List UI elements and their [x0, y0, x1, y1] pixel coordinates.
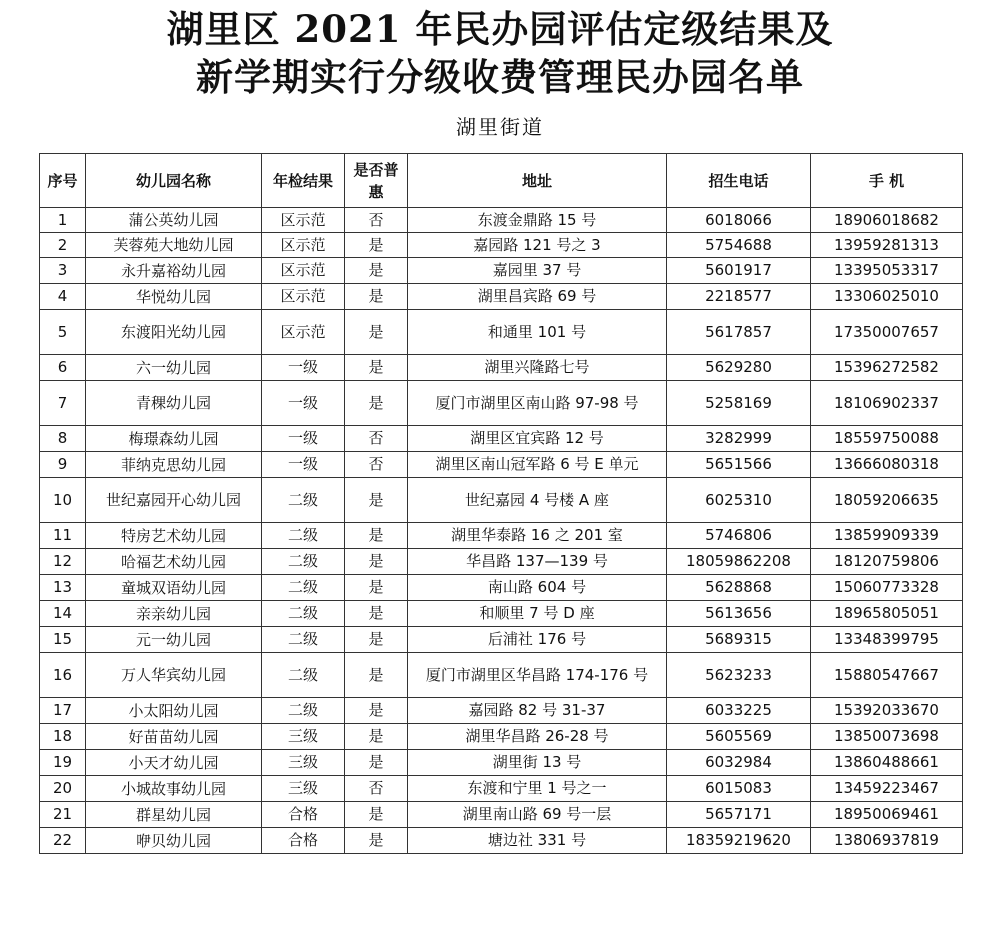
- cell-name: 哈福艺术幼儿园: [86, 549, 262, 575]
- cell-name: 亲亲幼儿园: [86, 601, 262, 627]
- cell-name: 六一幼儿园: [86, 355, 262, 381]
- cell-mobile: 15396272582: [811, 355, 963, 381]
- cell-index: 15: [40, 627, 86, 653]
- cell-phone: 5657171: [667, 802, 811, 828]
- cell-inspection: 区示范: [262, 284, 345, 310]
- cell-mobile: 18950069461: [811, 802, 963, 828]
- cell-inclusive: 是: [345, 549, 408, 575]
- cell-mobile: 18965805051: [811, 601, 963, 627]
- cell-index: 8: [40, 426, 86, 452]
- cell-name: 东渡阳光幼儿园: [86, 310, 262, 355]
- cell-mobile: 13459223467: [811, 776, 963, 802]
- cell-inspection: 三级: [262, 724, 345, 750]
- cell-address: 湖里华泰路 16 之 201 室: [408, 523, 667, 549]
- cell-inclusive: 是: [345, 284, 408, 310]
- cell-inspection: 二级: [262, 601, 345, 627]
- cell-mobile: 17350007657: [811, 310, 963, 355]
- cell-address: 湖里华昌路 26-28 号: [408, 724, 667, 750]
- cell-index: 1: [40, 208, 86, 233]
- cell-index: 19: [40, 750, 86, 776]
- cell-name: 华悦幼儿园: [86, 284, 262, 310]
- cell-name: 元一幼儿园: [86, 627, 262, 653]
- cell-name: 菲纳克思幼儿园: [86, 452, 262, 478]
- cell-address: 湖里南山路 69 号一层: [408, 802, 667, 828]
- cell-mobile: 15392033670: [811, 698, 963, 724]
- header-index: 序号: [40, 154, 86, 208]
- table-row: [40, 549, 963, 575]
- cell-inclusive: 是: [345, 828, 408, 854]
- cell-phone: 5754688: [667, 233, 811, 258]
- cell-name: 世纪嘉园开心幼儿园: [86, 478, 262, 523]
- cell-phone: 6032984: [667, 750, 811, 776]
- cell-mobile: 13666080318: [811, 452, 963, 478]
- cell-inspection: 区示范: [262, 310, 345, 355]
- header-mobile: 手 机: [811, 154, 963, 208]
- cell-inclusive: 是: [345, 601, 408, 627]
- cell-inclusive: 是: [345, 355, 408, 381]
- cell-phone: 5605569: [667, 724, 811, 750]
- cell-name: 万人华宾幼儿园: [86, 653, 262, 698]
- cell-address: 嘉园路 121 号之 3: [408, 233, 667, 258]
- cell-inclusive: 是: [345, 750, 408, 776]
- cell-index: 2: [40, 233, 86, 258]
- cell-address: 嘉园路 82 号 31-37: [408, 698, 667, 724]
- cell-address: 东渡金鼎路 15 号: [408, 208, 667, 233]
- cell-index: 11: [40, 523, 86, 549]
- cell-index: 4: [40, 284, 86, 310]
- table-row: [40, 776, 963, 802]
- cell-mobile: 13850073698: [811, 724, 963, 750]
- cell-address: 湖里区宜宾路 12 号: [408, 426, 667, 452]
- table-row: [40, 653, 963, 698]
- cell-mobile: 15880547667: [811, 653, 963, 698]
- cell-address: 厦门市湖里区南山路 97-98 号: [408, 381, 667, 426]
- cell-inclusive: 否: [345, 208, 408, 233]
- cell-phone: 5689315: [667, 627, 811, 653]
- cell-mobile: 18106902337: [811, 381, 963, 426]
- cell-mobile: 13959281313: [811, 233, 963, 258]
- cell-index: 10: [40, 478, 86, 523]
- cell-name: 小太阳幼儿园: [86, 698, 262, 724]
- cell-inclusive: 是: [345, 653, 408, 698]
- table-row: [40, 802, 963, 828]
- cell-name: 梅璟森幼儿园: [86, 426, 262, 452]
- cell-name: 好苗苗幼儿园: [86, 724, 262, 750]
- table-header-row: [40, 154, 963, 208]
- cell-phone: 5651566: [667, 452, 811, 478]
- table-row: [40, 698, 963, 724]
- cell-phone: 6018066: [667, 208, 811, 233]
- table-row: [40, 724, 963, 750]
- table-row: [40, 627, 963, 653]
- cell-inclusive: 否: [345, 776, 408, 802]
- cell-inclusive: 是: [345, 523, 408, 549]
- table-row: [40, 310, 963, 355]
- cell-name: 小城故事幼儿园: [86, 776, 262, 802]
- cell-name: 芙蓉苑大地幼儿园: [86, 233, 262, 258]
- cell-inspection: 合格: [262, 828, 345, 854]
- cell-phone: 6015083: [667, 776, 811, 802]
- subtitle-district: 湖里街道: [456, 115, 544, 139]
- cell-index: 6: [40, 355, 86, 381]
- cell-address: 和顺里 7 号 D 座: [408, 601, 667, 627]
- cell-mobile: 18120759806: [811, 549, 963, 575]
- cell-index: 13: [40, 575, 86, 601]
- cell-address: 南山路 604 号: [408, 575, 667, 601]
- cell-index: 5: [40, 310, 86, 355]
- cell-address: 嘉园里 37 号: [408, 258, 667, 284]
- cell-address: 湖里兴隆路七号: [408, 355, 667, 381]
- cell-mobile: 18559750088: [811, 426, 963, 452]
- cell-phone: 2218577: [667, 284, 811, 310]
- table-row: [40, 284, 963, 310]
- table-row: [40, 258, 963, 284]
- table-row: [40, 208, 963, 233]
- cell-phone: 3282999: [667, 426, 811, 452]
- cell-index: 16: [40, 653, 86, 698]
- cell-inspection: 一级: [262, 355, 345, 381]
- cell-index: 12: [40, 549, 86, 575]
- cell-phone: 5629280: [667, 355, 811, 381]
- cell-inclusive: 是: [345, 698, 408, 724]
- cell-phone: 5623233: [667, 653, 811, 698]
- cell-index: 9: [40, 452, 86, 478]
- cell-inclusive: 是: [345, 310, 408, 355]
- cell-inclusive: 是: [345, 575, 408, 601]
- cell-inspection: 区示范: [262, 258, 345, 284]
- cell-mobile: 13806937819: [811, 828, 963, 854]
- cell-inclusive: 是: [345, 627, 408, 653]
- cell-index: 17: [40, 698, 86, 724]
- cell-mobile: 18906018682: [811, 208, 963, 233]
- cell-inclusive: 是: [345, 724, 408, 750]
- cell-mobile: 13306025010: [811, 284, 963, 310]
- cell-inclusive: 是: [345, 478, 408, 523]
- header-phone: 招生电话: [667, 154, 811, 208]
- cell-inspection: 一级: [262, 452, 345, 478]
- cell-address: 湖里区南山冠军路 6 号 E 单元: [408, 452, 667, 478]
- cell-address: 湖里街 13 号: [408, 750, 667, 776]
- cell-phone: 5628868: [667, 575, 811, 601]
- cell-inspection: 一级: [262, 381, 345, 426]
- cell-name: 群星幼儿园: [86, 802, 262, 828]
- cell-address: 厦门市湖里区华昌路 174-176 号: [408, 653, 667, 698]
- table-row: [40, 478, 963, 523]
- cell-index: 7: [40, 381, 86, 426]
- header-inclusive: 是否普惠: [345, 154, 408, 208]
- cell-phone: 18059862208: [667, 549, 811, 575]
- cell-inspection: 二级: [262, 627, 345, 653]
- cell-index: 22: [40, 828, 86, 854]
- kindergarten-table: [39, 153, 963, 854]
- cell-inspection: 二级: [262, 549, 345, 575]
- cell-inspection: 三级: [262, 750, 345, 776]
- table-row: [40, 452, 963, 478]
- cell-index: 21: [40, 802, 86, 828]
- cell-inclusive: 否: [345, 426, 408, 452]
- cell-name: 蒲公英幼儿园: [86, 208, 262, 233]
- cell-inclusive: 否: [345, 452, 408, 478]
- cell-inspection: 一级: [262, 426, 345, 452]
- cell-name: 青稞幼儿园: [86, 381, 262, 426]
- cell-name: 咿贝幼儿园: [86, 828, 262, 854]
- cell-address: 东渡和宁里 1 号之一: [408, 776, 667, 802]
- header-inspection: 年检结果: [262, 154, 345, 208]
- table-row: [40, 601, 963, 627]
- cell-phone: 5258169: [667, 381, 811, 426]
- cell-index: 20: [40, 776, 86, 802]
- cell-address: 塘边社 331 号: [408, 828, 667, 854]
- cell-phone: 5746806: [667, 523, 811, 549]
- cell-phone: 5601917: [667, 258, 811, 284]
- table-row: [40, 233, 963, 258]
- cell-address: 世纪嘉园 4 号楼 A 座: [408, 478, 667, 523]
- cell-name: 小天才幼儿园: [86, 750, 262, 776]
- table-row: [40, 828, 963, 854]
- cell-inspection: 二级: [262, 575, 345, 601]
- cell-name: 永升嘉裕幼儿园: [86, 258, 262, 284]
- table-row: [40, 523, 963, 549]
- cell-phone: 6033225: [667, 698, 811, 724]
- cell-inspection: 区示范: [262, 208, 345, 233]
- header-name: 幼儿园名称: [86, 154, 262, 208]
- cell-phone: 6025310: [667, 478, 811, 523]
- cell-index: 3: [40, 258, 86, 284]
- cell-phone: 5613656: [667, 601, 811, 627]
- cell-address: 湖里昌宾路 69 号: [408, 284, 667, 310]
- cell-inspection: 区示范: [262, 233, 345, 258]
- cell-mobile: 18059206635: [811, 478, 963, 523]
- cell-inclusive: 是: [345, 233, 408, 258]
- cell-inspection: 三级: [262, 776, 345, 802]
- cell-inspection: 二级: [262, 653, 345, 698]
- cell-inspection: 二级: [262, 698, 345, 724]
- table-row: [40, 355, 963, 381]
- cell-inspection: 二级: [262, 523, 345, 549]
- cell-inspection: 合格: [262, 802, 345, 828]
- cell-name: 童城双语幼儿园: [86, 575, 262, 601]
- cell-mobile: 15060773328: [811, 575, 963, 601]
- document-title-line-1: 湖里区 2021 年民办园评估定级结果及: [166, 7, 834, 51]
- cell-inspection: 二级: [262, 478, 345, 523]
- cell-index: 18: [40, 724, 86, 750]
- cell-phone: 5617857: [667, 310, 811, 355]
- cell-mobile: 13348399795: [811, 627, 963, 653]
- cell-address: 华昌路 137—139 号: [408, 549, 667, 575]
- header-address: 地址: [408, 154, 667, 208]
- cell-name: 特房艺术幼儿园: [86, 523, 262, 549]
- document-title-line-2: 新学期实行分级收费管理民办园名单: [196, 55, 804, 99]
- cell-inclusive: 是: [345, 381, 408, 426]
- cell-inclusive: 是: [345, 258, 408, 284]
- table-row: [40, 575, 963, 601]
- cell-mobile: 13859909339: [811, 523, 963, 549]
- table-row: [40, 750, 963, 776]
- cell-inclusive: 是: [345, 802, 408, 828]
- cell-mobile: 13860488661: [811, 750, 963, 776]
- cell-index: 14: [40, 601, 86, 627]
- table-row: [40, 426, 963, 452]
- cell-address: 后浦社 176 号: [408, 627, 667, 653]
- cell-mobile: 13395053317: [811, 258, 963, 284]
- cell-address: 和通里 101 号: [408, 310, 667, 355]
- table-row: [40, 381, 963, 426]
- cell-phone: 18359219620: [667, 828, 811, 854]
